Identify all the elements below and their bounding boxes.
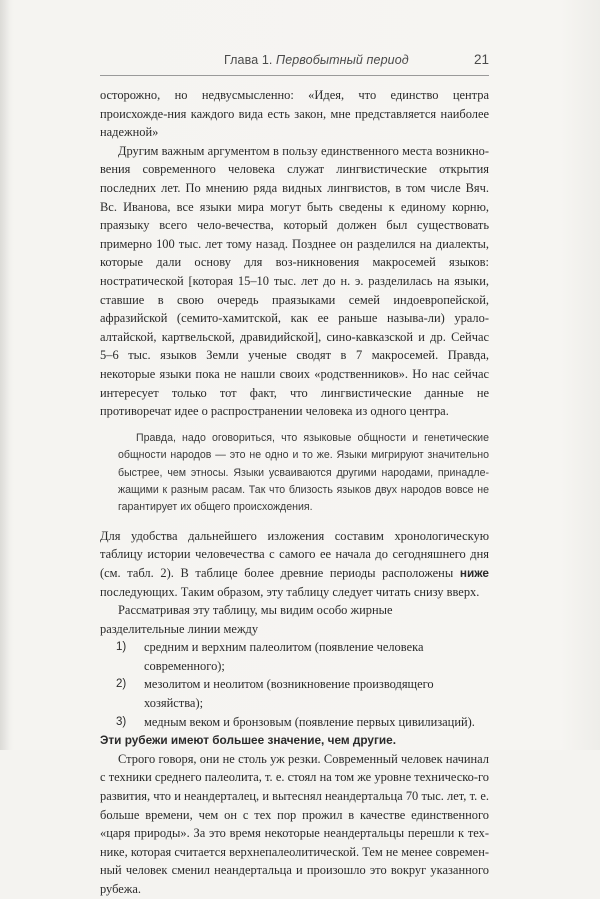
- paragraph-table-intro-part2: последующих. Таким образом, эту таблицу следует читать снизу вверх.: [100, 584, 480, 599]
- section-subhead: Эти рубежи имеют большее значение, чем другие.: [100, 733, 396, 748]
- list-number: 1): [116, 641, 127, 654]
- boundary-list: [100, 638, 489, 731]
- list-text: медным веком и бронзовым (появление первых цивилизаций).: [144, 714, 475, 729]
- chapter-title: Первобытный период: [276, 53, 409, 67]
- page-number: 21: [473, 52, 489, 67]
- list-text: мезолитом и неолитом (возникновение производящего хозяйства);: [144, 677, 434, 711]
- page-body: [100, 86, 489, 899]
- spine-shadow: [0, 0, 10, 750]
- list-number: 2): [116, 678, 127, 691]
- chapter-label: Глава 1.: [224, 53, 273, 67]
- chapter-heading: [224, 53, 409, 67]
- list-text: средним и верхним палеолитом (появление человека современного);: [144, 640, 424, 673]
- note-block: Правда, надо оговориться, что языковые общности и генетические общности народов — это не одно и то же. Языки мигрируют значительно быстрее, чем этносы. Языки усваиваются другими народами, принадле-жащими к разным расам. Так что близость языков двух народов вовсе не гарантирует их общего происхождения.: [118, 431, 489, 514]
- paragraph-linguistics: Другим важным аргументом в пользу единственного места возникно-вения современного человека служат лингвистические открытия последних лет. По мнению ряда видных лингвистов, в том числе Вяч. Вс. Иванова, все языки мира могут быть сведены к единому корню, праязыку всего чело-вечества, который должен был существовать примерно 100 тыс. лет тому назад. Позднее он разделился на диалекты, которые дали основу для воз-никновения макросемей языков: ностратической [которая 15–10 тыс. лет до н. э. разделилась на языки, ставшие в свою очередь праязыками семей индоевропейской, афразийской (семито-хамитской, как ее раньше называ-ли) урало-алтайской, картвельской, дравидийской], сино-кавказской и др. Сейчас 5–6 тыс. языков Земли ученые сводят в 7 макросемей. Правда, некоторые языки пока не нашли своих «родственников». Но нас сейчас интересует только тот факт, что лингвистические данные не противоречат идее о распространении человека из одного центра.: [100, 143, 489, 419]
- emphasis-below: ниже: [459, 565, 489, 580]
- list-item: [100, 713, 489, 732]
- list-item: [100, 675, 489, 712]
- list-item: [100, 638, 489, 675]
- paragraph-strictly-speaking: Строго говоря, они не столь уж резки. Современный человек начинал с техники среднего палеолита, т. е. стоял на том же уровне техническо-го развития, что и неандерталец, и вытеснял неандертальца 70 тыс. лет, т. е. больше времени, чем он с тех пор прожил в качестве единственного «царя природы». За это время некоторые неандертальцы перешли к тех-нике, которая считается верхнепалеолитической. Тем не менее современ-ный человек сменил неандертальца и произошло это вокруг указанного рубежа.: [100, 751, 489, 896]
- list-number: 3): [116, 715, 127, 728]
- paragraph-continuation: осторожно, но недвусмысленно: «Идея, что единство центра происхожде-ния каждого вида есть закон, мне представляется наиболее надежной»: [100, 88, 489, 140]
- running-header: [100, 53, 489, 75]
- paragraph-dividing-lines: Рассматривая эту таблицу, мы видим особо жирные разделительные линии между: [100, 603, 393, 636]
- paragraph-table-intro: [100, 527, 489, 601]
- paragraph-table-intro-part1: Для удобства дальнейшего изложения составим хронологическую таблицу истории человечества с самого ее начала до сегодняшнего дня (см. табл. 2). В таблице более древние периоды расположены: [100, 528, 489, 580]
- header-rule: [100, 75, 489, 76]
